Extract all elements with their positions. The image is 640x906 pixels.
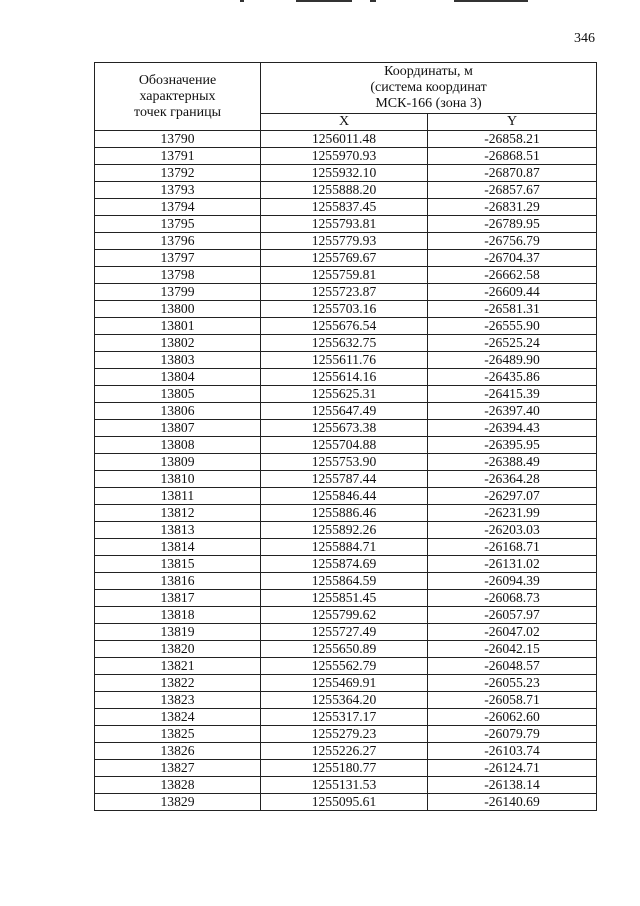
cell-point: 13798 xyxy=(95,267,261,284)
cell-y: -26435.86 xyxy=(428,369,597,386)
cell-point: 13823 xyxy=(95,692,261,709)
cell-x: 1255769.67 xyxy=(261,250,428,267)
cell-y: -26857.67 xyxy=(428,182,597,199)
table-row xyxy=(95,301,597,318)
table-row xyxy=(95,199,597,216)
table-row xyxy=(95,454,597,471)
cell-x: 1255095.61 xyxy=(261,794,428,811)
cell-point: 13826 xyxy=(95,743,261,760)
table-row xyxy=(95,607,597,624)
table-row xyxy=(95,488,597,505)
table-row xyxy=(95,420,597,437)
cell-point: 13794 xyxy=(95,199,261,216)
cell-y: -26756.79 xyxy=(428,233,597,250)
cell-point: 13824 xyxy=(95,709,261,726)
cell-x: 1255864.59 xyxy=(261,573,428,590)
cell-x: 1255317.17 xyxy=(261,709,428,726)
cell-y: -26297.07 xyxy=(428,488,597,505)
cell-point: 13822 xyxy=(95,675,261,692)
cell-point: 13806 xyxy=(95,403,261,420)
cell-point: 13818 xyxy=(95,607,261,624)
cell-y: -26394.43 xyxy=(428,420,597,437)
cell-y: -26057.97 xyxy=(428,607,597,624)
table-row xyxy=(95,352,597,369)
cell-x: 1255892.26 xyxy=(261,522,428,539)
table-row xyxy=(95,658,597,675)
cell-y: -26062.60 xyxy=(428,709,597,726)
cell-point: 13800 xyxy=(95,301,261,318)
cell-point: 13799 xyxy=(95,284,261,301)
table-row xyxy=(95,284,597,301)
table-row xyxy=(95,641,597,658)
page-number: 346 xyxy=(574,31,595,46)
table-row xyxy=(95,233,597,250)
cell-y: -26489.90 xyxy=(428,352,597,369)
cell-x: 1255562.79 xyxy=(261,658,428,675)
cell-x: 1255837.45 xyxy=(261,199,428,216)
cell-point: 13802 xyxy=(95,335,261,352)
cell-point: 13804 xyxy=(95,369,261,386)
cell-x: 1255753.90 xyxy=(261,454,428,471)
cell-x: 1255851.45 xyxy=(261,590,428,607)
table-row xyxy=(95,590,597,607)
cell-point: 13811 xyxy=(95,488,261,505)
cell-y: -26831.29 xyxy=(428,199,597,216)
cell-point: 13791 xyxy=(95,148,261,165)
cell-point: 13821 xyxy=(95,658,261,675)
cell-point: 13825 xyxy=(95,726,261,743)
cell-x: 1255650.89 xyxy=(261,641,428,658)
cell-y: -26048.57 xyxy=(428,658,597,675)
table-row xyxy=(95,437,597,454)
cell-y: -26094.39 xyxy=(428,573,597,590)
cell-y: -26870.87 xyxy=(428,165,597,182)
header-point-designation xyxy=(95,63,261,131)
cell-x: 1255759.81 xyxy=(261,267,428,284)
cell-point: 13803 xyxy=(95,352,261,369)
table-row xyxy=(95,216,597,233)
cell-point: 13807 xyxy=(95,420,261,437)
cell-point: 13808 xyxy=(95,437,261,454)
cell-point: 13819 xyxy=(95,624,261,641)
cell-y: -26138.14 xyxy=(428,777,597,794)
cell-y: -26662.58 xyxy=(428,267,597,284)
cell-point: 13795 xyxy=(95,216,261,233)
cell-point: 13790 xyxy=(95,131,261,148)
header-y: Y xyxy=(428,114,597,131)
cell-y: -26140.69 xyxy=(428,794,597,811)
cell-y: -26555.90 xyxy=(428,318,597,335)
cell-point: 13828 xyxy=(95,777,261,794)
coordinates-table xyxy=(94,62,597,811)
cell-y: -26231.99 xyxy=(428,505,597,522)
cell-x: 1255704.88 xyxy=(261,437,428,454)
cell-y: -26704.37 xyxy=(428,250,597,267)
cell-point: 13809 xyxy=(95,454,261,471)
cell-point: 13814 xyxy=(95,539,261,556)
cell-y: -26047.02 xyxy=(428,624,597,641)
cell-x: 1255625.31 xyxy=(261,386,428,403)
cell-y: -26068.73 xyxy=(428,590,597,607)
header-point-line3: точек границы xyxy=(134,104,221,120)
table-row xyxy=(95,318,597,335)
cell-x: 1255884.71 xyxy=(261,539,428,556)
table-row xyxy=(95,573,597,590)
cell-x: 1255799.62 xyxy=(261,607,428,624)
cell-y: -26055.23 xyxy=(428,675,597,692)
cell-x: 1255364.20 xyxy=(261,692,428,709)
cell-y: -26124.71 xyxy=(428,760,597,777)
cell-x: 1255886.46 xyxy=(261,505,428,522)
table-row xyxy=(95,760,597,777)
table-row xyxy=(95,267,597,284)
cell-x: 1255723.87 xyxy=(261,284,428,301)
table-body xyxy=(95,131,597,811)
cell-point: 13810 xyxy=(95,471,261,488)
cell-x: 1255874.69 xyxy=(261,556,428,573)
cell-x: 1255131.53 xyxy=(261,777,428,794)
table-row xyxy=(95,556,597,573)
table-row xyxy=(95,522,597,539)
table-row xyxy=(95,165,597,182)
cell-x: 1255676.54 xyxy=(261,318,428,335)
cell-y: -26609.44 xyxy=(428,284,597,301)
cell-y: -26058.71 xyxy=(428,692,597,709)
cell-point: 13817 xyxy=(95,590,261,607)
cell-point: 13801 xyxy=(95,318,261,335)
cell-point: 13796 xyxy=(95,233,261,250)
cell-y: -26858.21 xyxy=(428,131,597,148)
table-row xyxy=(95,403,597,420)
header-point-line2: характерных xyxy=(139,88,216,104)
header-coordinates xyxy=(261,63,597,114)
table-row xyxy=(95,709,597,726)
cell-x: 1255970.93 xyxy=(261,148,428,165)
cell-point: 13815 xyxy=(95,556,261,573)
cell-x: 1255846.44 xyxy=(261,488,428,505)
header-coords-line2: (система координат xyxy=(370,80,487,95)
header-x: X xyxy=(261,114,428,131)
table-row xyxy=(95,777,597,794)
cell-x: 1255793.81 xyxy=(261,216,428,233)
table-row xyxy=(95,624,597,641)
table-row xyxy=(95,692,597,709)
cell-y: -26103.74 xyxy=(428,743,597,760)
cell-y: -26525.24 xyxy=(428,335,597,352)
table-row xyxy=(95,675,597,692)
table-row xyxy=(95,250,597,267)
table-row xyxy=(95,369,597,386)
table-row xyxy=(95,182,597,199)
header-point-line1: Обозначение xyxy=(138,72,217,88)
cell-point: 13797 xyxy=(95,250,261,267)
cell-y: -26397.40 xyxy=(428,403,597,420)
cell-y: -26079.79 xyxy=(428,726,597,743)
cell-y: -26395.95 xyxy=(428,437,597,454)
table-row xyxy=(95,335,597,352)
cell-point: 13813 xyxy=(95,522,261,539)
cell-point: 13827 xyxy=(95,760,261,777)
cell-y: -26203.03 xyxy=(428,522,597,539)
cell-x: 1255673.38 xyxy=(261,420,428,437)
cell-x: 1255727.49 xyxy=(261,624,428,641)
table-row xyxy=(95,386,597,403)
cell-point: 13793 xyxy=(95,182,261,199)
cell-y: -26868.51 xyxy=(428,148,597,165)
cell-point: 13829 xyxy=(95,794,261,811)
cell-y: -26581.31 xyxy=(428,301,597,318)
table-row xyxy=(95,726,597,743)
cell-x: 1255703.16 xyxy=(261,301,428,318)
cell-point: 13816 xyxy=(95,573,261,590)
cell-y: -26042.15 xyxy=(428,641,597,658)
cell-point: 13805 xyxy=(95,386,261,403)
cell-y: -26415.39 xyxy=(428,386,597,403)
table-row xyxy=(95,794,597,811)
cell-point: 13820 xyxy=(95,641,261,658)
cell-x: 1255632.75 xyxy=(261,335,428,352)
cell-x: 1255787.44 xyxy=(261,471,428,488)
cell-x: 1255888.20 xyxy=(261,182,428,199)
cell-x: 1255779.93 xyxy=(261,233,428,250)
cell-x: 1255932.10 xyxy=(261,165,428,182)
table-header-row xyxy=(95,63,597,114)
header-coords-line3: МСК-166 (зона 3) xyxy=(375,96,482,111)
cell-y: -26789.95 xyxy=(428,216,597,233)
cell-x: 1255614.16 xyxy=(261,369,428,386)
cell-y: -26131.02 xyxy=(428,556,597,573)
cell-x: 1255279.23 xyxy=(261,726,428,743)
cell-y: -26364.28 xyxy=(428,471,597,488)
cell-x: 1255180.77 xyxy=(261,760,428,777)
table-row xyxy=(95,743,597,760)
table-row xyxy=(95,131,597,148)
cell-point: 13792 xyxy=(95,165,261,182)
cell-x: 1256011.48 xyxy=(261,131,428,148)
cell-x: 1255469.91 xyxy=(261,675,428,692)
table-row xyxy=(95,471,597,488)
scan-top-marks xyxy=(240,0,540,4)
header-coords-line1: Координаты, м xyxy=(384,64,473,79)
cell-y: -26388.49 xyxy=(428,454,597,471)
cell-point: 13812 xyxy=(95,505,261,522)
table-row xyxy=(95,539,597,556)
table-row xyxy=(95,505,597,522)
cell-x: 1255611.76 xyxy=(261,352,428,369)
table-row xyxy=(95,148,597,165)
cell-y: -26168.71 xyxy=(428,539,597,556)
cell-x: 1255647.49 xyxy=(261,403,428,420)
cell-x: 1255226.27 xyxy=(261,743,428,760)
